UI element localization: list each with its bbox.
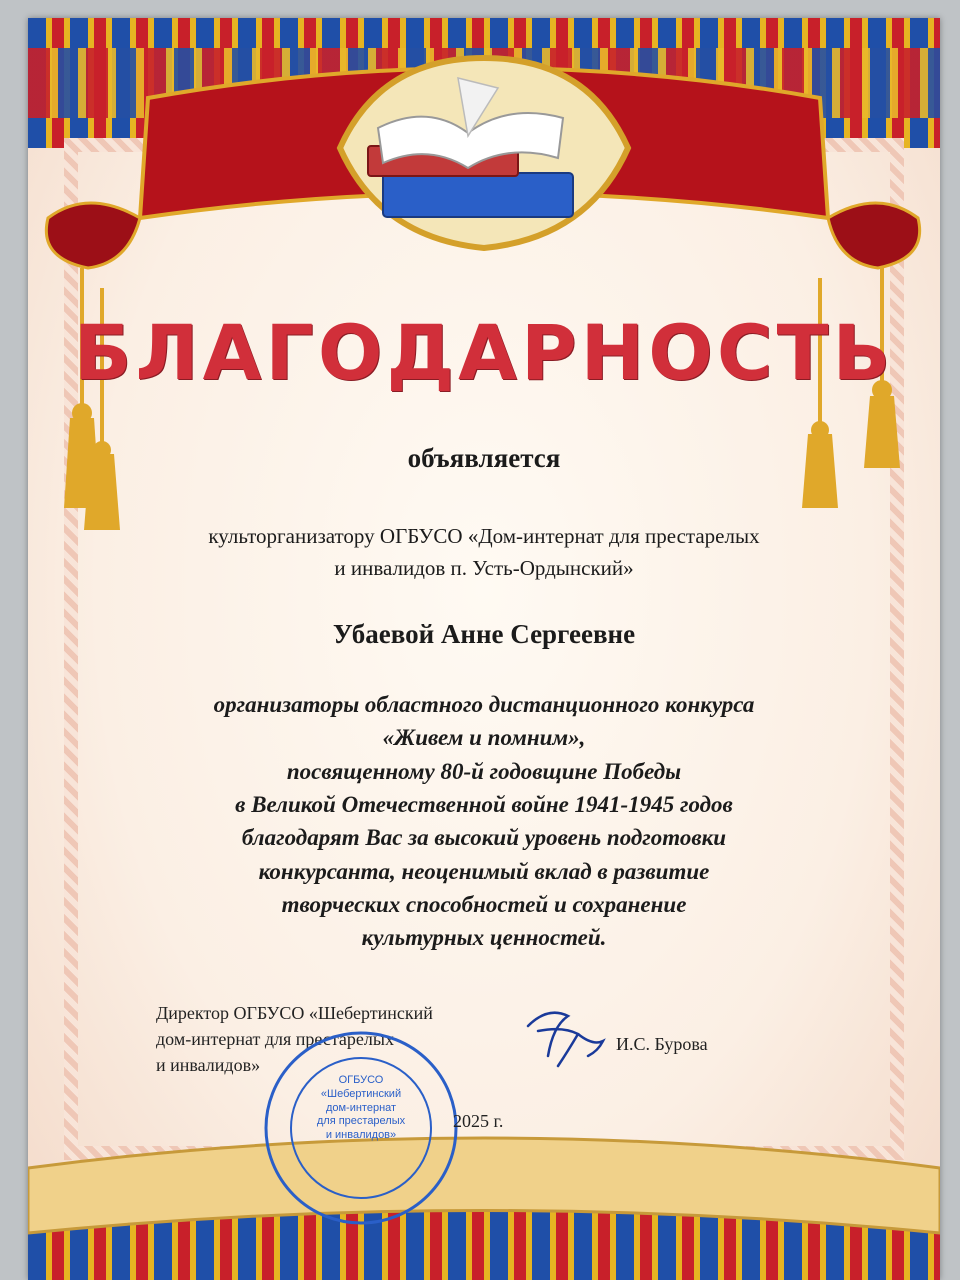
message-line: в Великой Отечественной войне 1941-1945 годов bbox=[235, 792, 733, 818]
recipient-line-2: и инвалидов п. Усть-Ордынский» bbox=[334, 555, 634, 580]
recipient-line-1: культорганизатору ОГБУСО «Дом-интернат для престарелых bbox=[208, 524, 760, 548]
handwritten-signature bbox=[508, 996, 618, 1076]
message-line: конкурсанта, неоценимый вклад в развитие bbox=[258, 858, 710, 884]
signatory-line-1: Директор ОГБУСО «Шебертинский bbox=[156, 1003, 433, 1023]
message-line: посвященному 80-й годовщине Победы bbox=[286, 758, 682, 784]
signatory-line-2: дом-интернат для престарелых bbox=[156, 1029, 394, 1050]
certificate-sheet bbox=[28, 18, 940, 1280]
stamp-line: ОГБУСО bbox=[338, 1074, 384, 1086]
message-line: культурных ценностей. bbox=[361, 925, 607, 951]
message-line: «Живем и помним», bbox=[382, 725, 586, 751]
bottom-scroll bbox=[28, 1138, 940, 1233]
signatory-line-3: и инвалидов» bbox=[156, 1055, 261, 1076]
message-line: творческих способностей и сохранение bbox=[281, 892, 687, 918]
year: 2025 г. bbox=[453, 1111, 504, 1131]
announce-text: объявляется bbox=[407, 443, 561, 473]
message-body bbox=[28, 688, 940, 955]
certificate-title: БЛАГОДАРНОСТЬ bbox=[73, 308, 895, 397]
ribbon-right-curl bbox=[828, 203, 920, 268]
stamp-line: для престарелых bbox=[316, 1115, 406, 1128]
message-line: организаторы областного дистанционного конкурса bbox=[213, 692, 755, 717]
stamp-line: и инвалидов» bbox=[325, 1129, 397, 1141]
recipient-name: Убаевой Анне Сергеевне bbox=[332, 619, 636, 649]
message-line: благодарят Вас за высокий уровень подготовки bbox=[241, 825, 727, 851]
stamp-line: «Шебертинский bbox=[320, 1087, 402, 1100]
recipient-organization bbox=[28, 521, 940, 584]
ribbon-left-curl bbox=[46, 203, 140, 268]
signatory-name: И.С. Бурова bbox=[616, 1034, 708, 1054]
stamp-text bbox=[286, 1074, 436, 1143]
stamp-line: дом-интернат bbox=[325, 1101, 397, 1114]
